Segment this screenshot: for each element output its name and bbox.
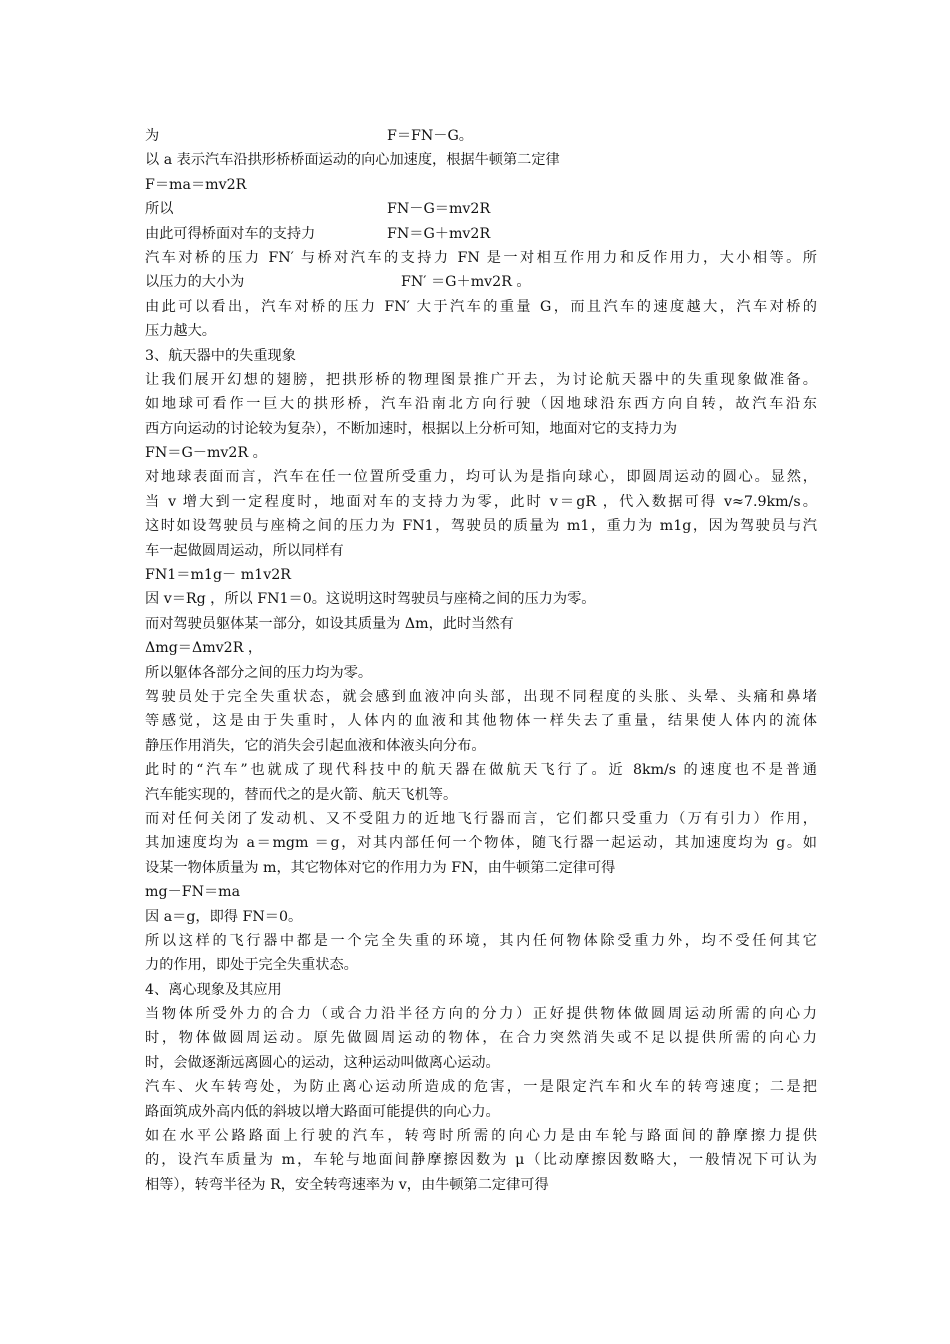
text-line	[145, 222, 817, 246]
text-line: 路面筑成外高内低的斜坡以增大路面可能提供的向心力。	[145, 1103, 500, 1120]
text-line: 对地球表面而言，汽车在任一位置所受重力，均可认为是指向球心，即圆周运动的圆心。显然，	[145, 469, 817, 486]
text-line: 所以躯体各部分之间的压力均为零。	[145, 664, 373, 681]
section-heading: 4、离心现象及其应用	[145, 981, 282, 998]
text-line: 相等），转弯半径为 R，安全转弯速率为 v，由牛顿第二定律可得	[145, 1176, 549, 1193]
text-line: 的，设汽车质量为 m，车轮与地面间静摩擦因数为 μ（比动摩擦因数略大，一般情况下可认为	[145, 1152, 817, 1169]
text-line: FN＝G－mv2R 。	[145, 445, 267, 462]
text-line-right: FN＝G＋mv2R	[387, 225, 491, 242]
text-line: 压力越大。	[145, 323, 216, 340]
text-line: 汽车、火车转弯处，为防止离心运动所造成的危害，一是限定汽车和火车的转弯速度；二是把	[145, 1079, 817, 1096]
text-line: 如在水平公路路面上行驶的汽车，转弯时所需的向心力是由车轮与路面间的静摩擦力提供	[145, 1128, 817, 1145]
text-line: 汽车对桥的压力 FN′ 与桥对汽车的支持力 FN 是一对相互作用力和反作用力，大小相等。所	[145, 249, 817, 266]
text-line: 其加速度均为 a＝mgm ＝g，对其内部任何一个物体，随飞行器一起运动，其加速度均为 g。如	[145, 835, 817, 852]
text-line-left: 所以	[145, 201, 174, 218]
text-line: 时，会做逐渐远离圆心的运动，这种运动叫做离心运动。	[145, 1054, 500, 1071]
text-line: 车一起做圆周运动，所以同样有	[145, 542, 344, 559]
text-line-left: 以压力的大小为	[145, 274, 245, 291]
text-line: mg－FN＝ma	[145, 884, 241, 901]
text-line: 静压作用消失，它的消失会引起血液和体液头向分布。	[145, 737, 486, 754]
text-line: FN1＝m1g－ m1v2R	[145, 567, 291, 584]
text-line: 时，物体做圆周运动。原先做圆周运动的物体，在合力突然消失或不足以提供所需的向心力	[145, 1030, 817, 1047]
text-line: 让我们展开幻想的翅膀，把拱形桥的物理图景推广开去，为讨论航天器中的失重现象做准备。	[145, 371, 817, 388]
text-line: Δmg＝Δmv2R ，	[145, 640, 263, 657]
text-line: F＝ma＝mv2R	[145, 176, 247, 193]
text-line: 如地球可看作一巨大的拱形桥，汽车沿南北方向行驶（因地球沿东西方向自转，故汽车沿东	[145, 396, 817, 413]
text-line	[145, 270, 817, 294]
section-heading: 3、航天器中的失重现象	[145, 347, 296, 364]
text-line: 西方向运动的讨论较为复杂），不断加速时，根据以上分析可知，地面对它的支持力为	[145, 420, 678, 437]
document-body	[145, 124, 817, 1197]
text-line: 此时的“汽车”也就成了现代科技中的航天器在做航天飞行了。近 8km/s 的速度也不是普通	[145, 762, 817, 779]
text-line: 设某一物体质量为 m，其它物体对它的作用力为 FN，由牛顿第二定律可得	[145, 859, 616, 876]
text-line-left: 为	[145, 128, 160, 144]
text-line: 当 v 增大到一定程度时，地面对车的支持力为零，此时 v＝gR ，代入数据可得 v≈7.9km/s。	[145, 493, 817, 510]
text-line: 而对任何关闭了发动机、又不受阻力的近地飞行器而言，它们都只受重力（万有引力）作用，	[145, 810, 817, 827]
text-line	[145, 197, 817, 221]
text-line: 以 a 表示汽车沿拱形桥桥面运动的向心加速度，根据牛顿第二定律	[145, 152, 560, 169]
text-line: 因 a＝g，即得 FN＝0。	[145, 908, 303, 925]
text-line-left: 由此可得桥面对车的支持力	[145, 225, 316, 242]
text-line: 由此可以看出，汽车对桥的压力 FN′ 大于汽车的重量 G，而且汽车的速度越大，汽车对桥的	[145, 298, 817, 315]
text-line: 力的作用，即处于完全失重状态。	[145, 957, 358, 974]
text-line: 驾驶员处于完全失重状态，就会感到血液冲向头部，出现不同程度的头胀、头晕、头痛和鼻堵	[145, 688, 817, 705]
text-line: 当物体所受外力的合力（或合力沿半径方向的分力）正好提供物体做圆周运动所需的向心力	[145, 1006, 817, 1023]
text-line-right: F＝FN－G。	[387, 128, 473, 144]
text-line: 因 v＝Rg ，所以 FN1＝0。这说明这时驾驶员与座椅之间的压力为零。	[145, 591, 596, 608]
text-line	[145, 124, 817, 148]
text-line: 汽车能实现的，替而代之的是火箭、航天飞机等。	[145, 786, 458, 803]
text-line: 等感觉，这是由于失重时，人体内的血液和其他物体一样失去了重量，结果使人体内的流体	[145, 713, 817, 730]
text-line: 所以这样的飞行器中都是一个完全失重的环境，其内任何物体除受重力外，均不受任何其它	[145, 932, 817, 949]
text-line-right: FN－G＝mv2R	[387, 201, 491, 218]
text-line: 这时如设驾驶员与座椅之间的压力为 FN1，驾驶员的质量为 m1，重力为 m1g，因为驾驶员与汽	[145, 518, 817, 535]
text-line: 而对驾驶员躯体某一部分，如设其质量为 Δm，此时当然有	[145, 615, 514, 632]
text-line-right: FN′ ＝G＋mv2R 。	[401, 274, 531, 291]
